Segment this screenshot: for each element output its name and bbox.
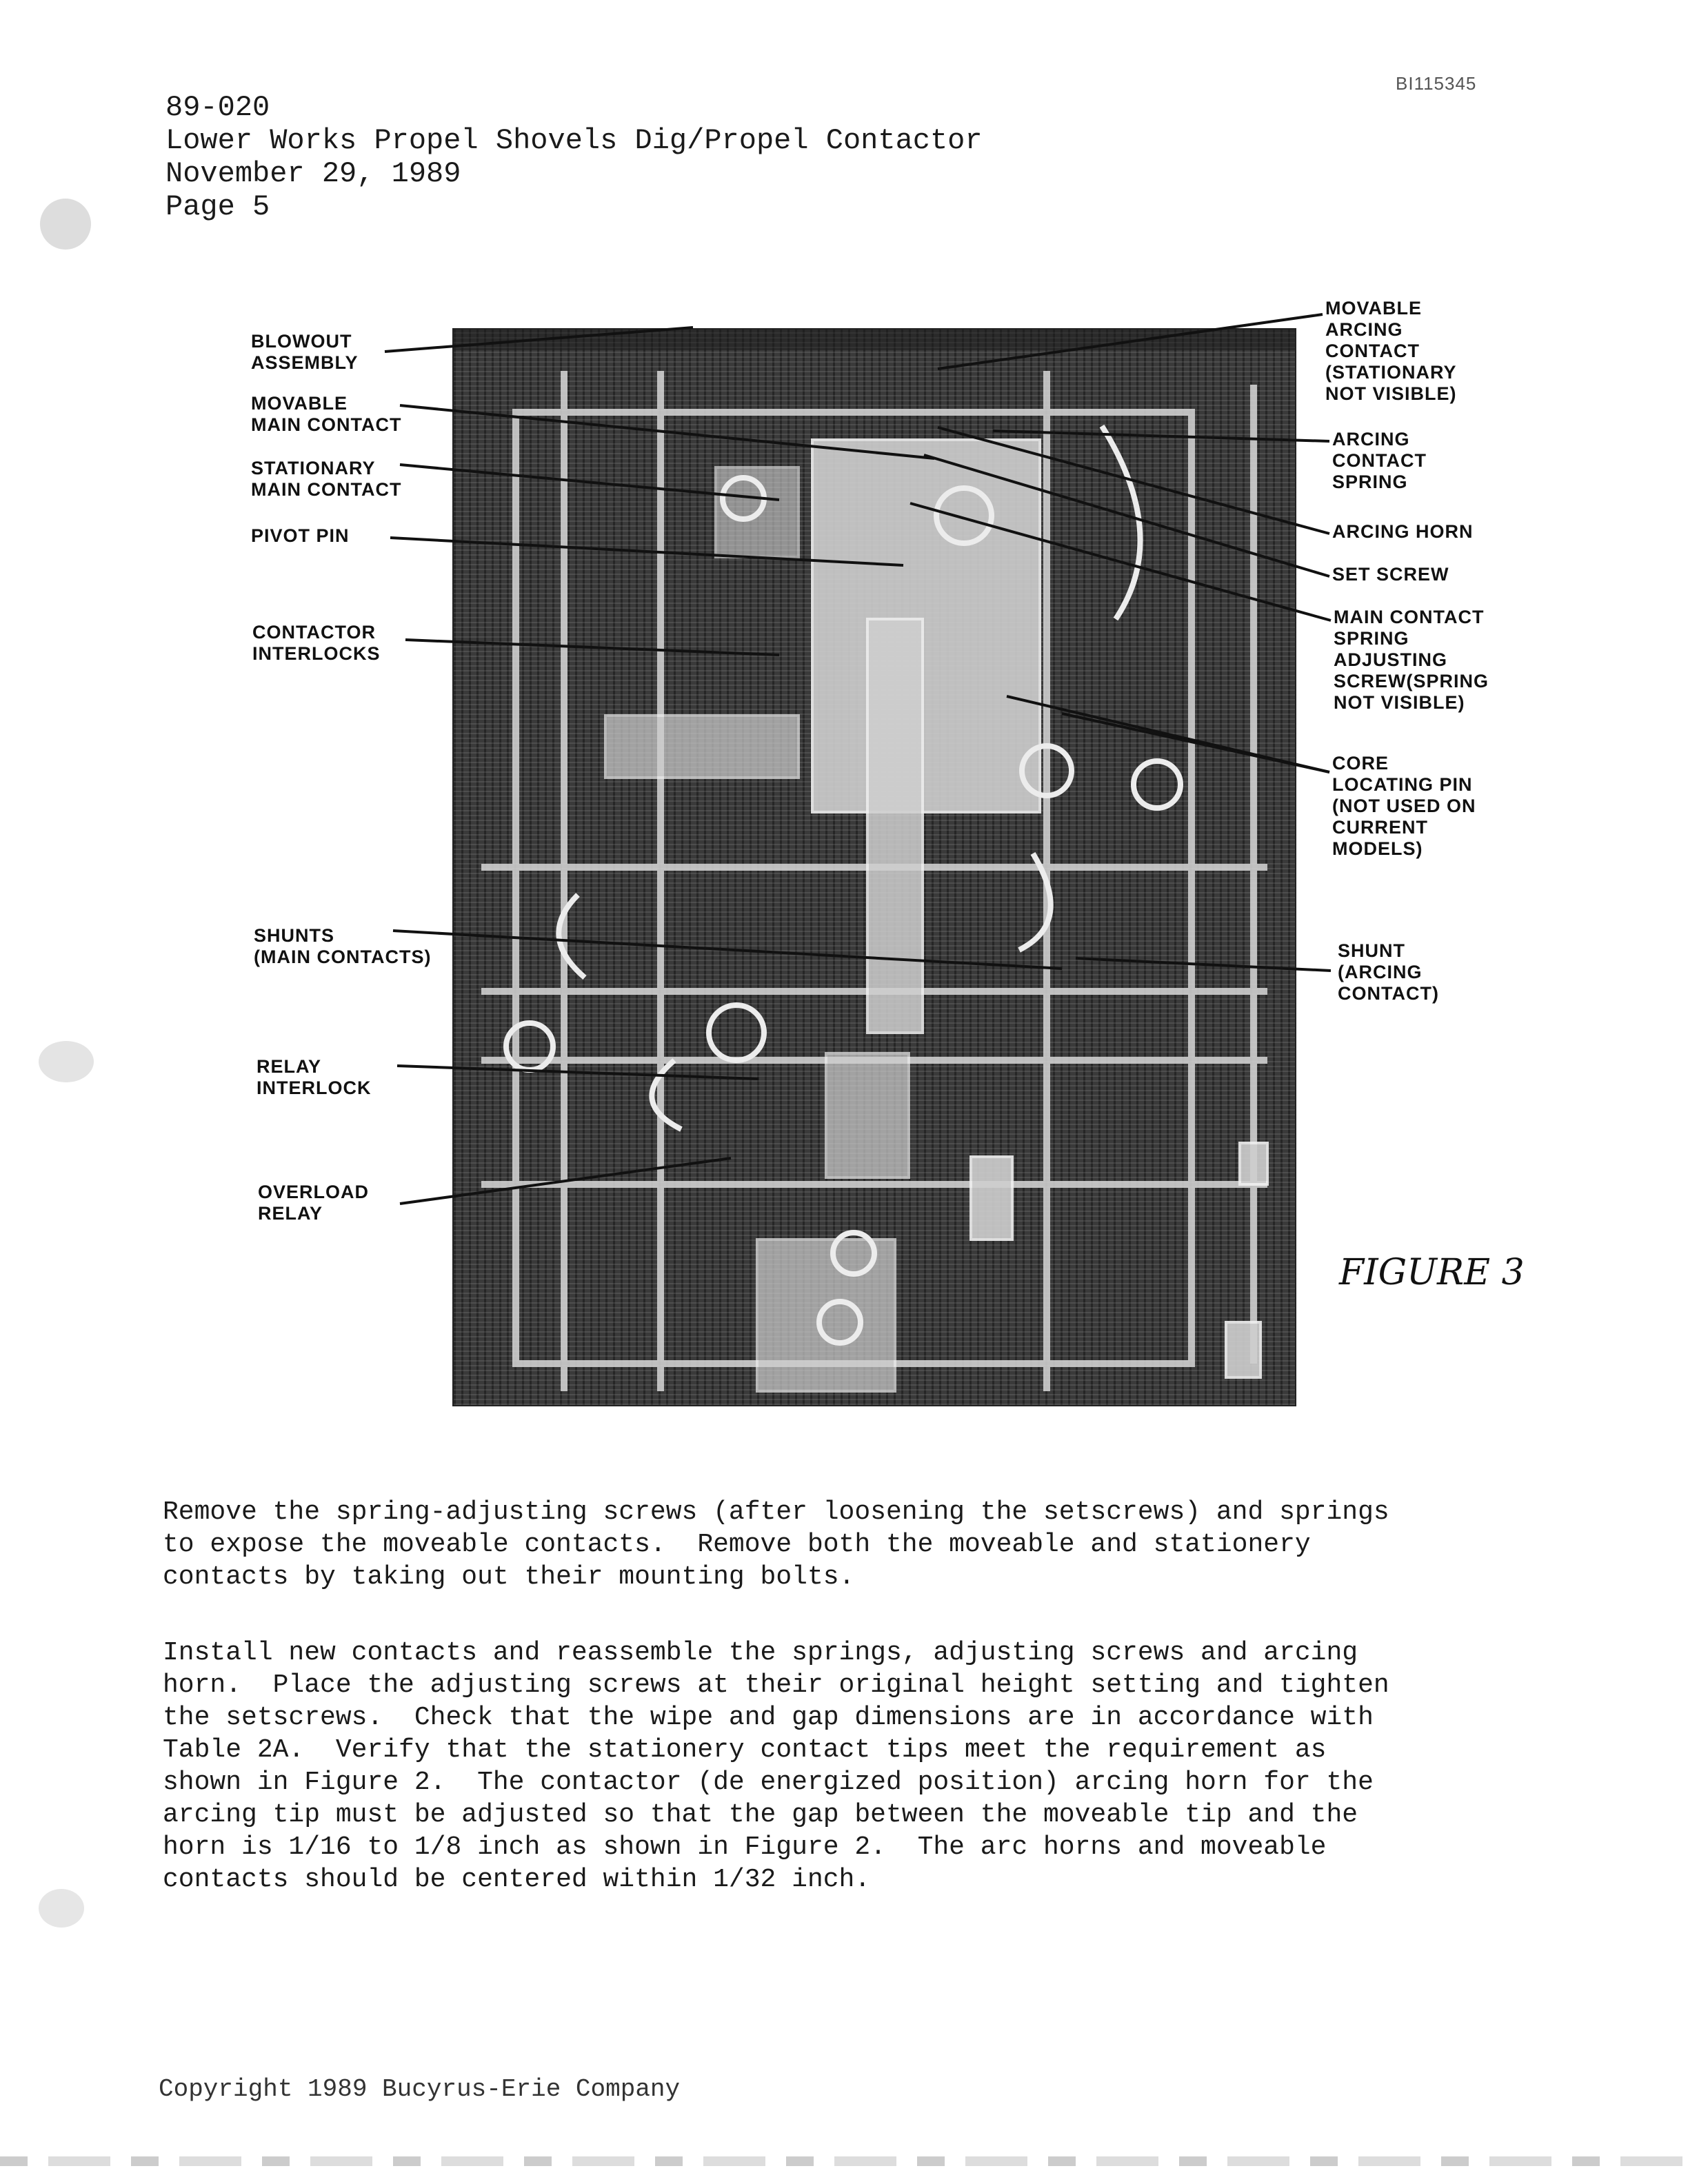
label-core-locating-pin: CORE LOCATING PIN (NOT USED ON CURRENT MODELS) — [1332, 753, 1476, 859]
label-pivot-pin: PIVOT PIN — [251, 525, 350, 546]
paragraph-remove-contacts: Remove the spring-adjusting screws (after loosening the setscrews) and springs to expose the moveable contacts. Remove both the moveable and stationery contacts by taking out their mounting bolts. — [163, 1497, 1389, 1592]
figure-3 — [234, 290, 1531, 1420]
label-relay-interlock: RELAY INTERLOCK — [257, 1056, 372, 1098]
punch-hole-middle — [39, 1041, 94, 1082]
document-title: Lower Works Propel Shovels Dig/Propel Contactor — [165, 124, 983, 157]
paragraph-install-contacts: Install new contacts and reassemble the springs, adjusting screws and arcing horn. Place the adjusting screws at their original height setting and tighten the setscrews. Check that the wipe and gap dimensions are in accordance with Table 2A. Verify that the stationery contact tips meet the requirement as shown in Figure 2. The contactor (de energized position) arcing horn for the arcing tip must be adjusted so that the gap between the moveable tip and the horn is 1/16 to 1/8 inch as shown in Figure 2. The arc horns and moveable contacts should be centered within 1/32 inch. — [163, 1638, 1389, 1894]
punch-hole-top — [40, 199, 91, 250]
label-arcing-horn: ARCING HORN — [1332, 521, 1474, 542]
figure-caption: FIGURE 3 — [1339, 1252, 1525, 1293]
document-header — [165, 91, 983, 223]
label-contactor-interlocks: CONTACTOR INTERLOCKS — [252, 622, 381, 664]
label-main-contact-spring-adjusting-screw: MAIN CONTACT SPRING ADJUSTING SCREW(SPRING NOT VISIBLE) — [1334, 607, 1489, 713]
label-stationary-main-contact: STATIONARY MAIN CONTACT — [251, 458, 402, 500]
label-set-screw: SET SCREW — [1332, 564, 1449, 585]
document-number: 89-020 — [165, 91, 270, 124]
document-date: November 29, 1989 — [165, 157, 461, 190]
label-movable-arcing-contact: MOVABLE ARCING CONTACT (STATIONARY NOT VISIBLE) — [1325, 298, 1457, 404]
scan-artifact-strip — [0, 2156, 1688, 2166]
label-movable-main-contact: MOVABLE MAIN CONTACT — [251, 393, 402, 435]
label-arcing-contact-spring: ARCING CONTACT SPRING — [1332, 429, 1427, 492]
label-blowout-assembly: BLOWOUT ASSEMBLY — [251, 331, 359, 373]
label-shunts-main-contacts: SHUNTS (MAIN CONTACTS) — [254, 925, 432, 967]
copyright-footer: Copyright 1989 Bucyrus-Erie Company — [159, 2075, 681, 2103]
document-id-stamp: BI115345 — [1396, 73, 1477, 94]
label-shunt-arcing-contact: SHUNT (ARCING CONTACT) — [1338, 940, 1439, 1004]
label-overload-relay: OVERLOAD RELAY — [258, 1182, 370, 1224]
page-number: Page 5 — [165, 190, 270, 223]
punch-hole-bottom — [39, 1889, 84, 1928]
